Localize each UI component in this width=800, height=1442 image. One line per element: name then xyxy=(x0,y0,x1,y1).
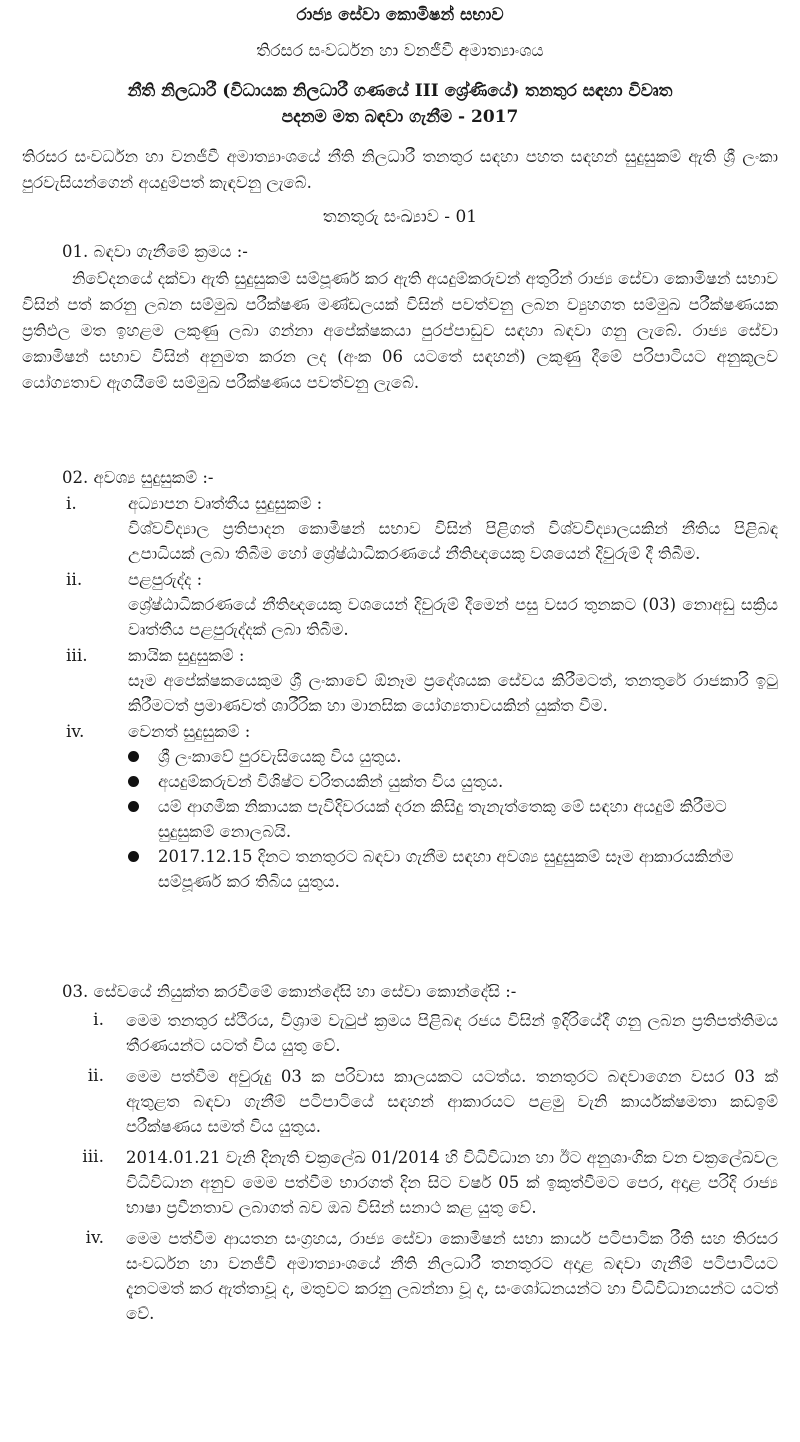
item-text: මෙම පත්වීම අවුරුදු 03 ක පරිවාස කාලයකට යටත්ය. තනතුරට බඳවාගෙන වසර 03 ක් ඇතුළත බඳවා ගැනීම් පටිපාටියේ සඳහන් ආකාරයට පළමු වැනි කාර්යක්ෂමතා කඩඉම් පරීක්ෂණය සමත් විය යුතුය. xyxy=(126,1067,778,1136)
bullet-icon xyxy=(128,794,158,844)
condition-item xyxy=(66,1064,778,1139)
item-number: iv. xyxy=(85,1228,104,1248)
item-number: iv. xyxy=(66,722,85,742)
qualification-item xyxy=(66,644,778,718)
qualification-item xyxy=(66,720,778,894)
item-body xyxy=(128,644,778,718)
item-body xyxy=(128,568,778,642)
item-number: iii. xyxy=(66,646,88,666)
section3-title: 03. සේවයේ නියුක්ත කරවීමේ කොන්දේසි හා සේවා කොන්දේසි :- xyxy=(62,982,517,1001)
section1-title: 01. බඳවා ගැනීමේ ක්‍රමය :- xyxy=(62,242,248,261)
section3-items xyxy=(66,1008,778,1326)
item-body xyxy=(128,720,778,894)
item-number: i. xyxy=(66,494,77,514)
section1-text: නිවේදනයේ දක්වා ඇති සුදුසුකම් සම්පූර්ණ කර ඇති අයදුම්කරුවන් අතුරින් රාජ්‍ය සේවා කොමිෂන් සභාව විසින් පත් කරනු ලබන සම්මුඛ පරීක්ෂණ මණ්ඩලයක් විසින් පවත්වනු ලබන ව්‍යුහගත සම්මුඛ පරීක්ෂණයක ප්‍රතිඵල මත ඉහළම ලකුණු ලබා ගන්නා අපේක්ෂකයා පුරප්පාඩුව සඳහා බඳවා ගනු ලැබේ. රාජ්‍ය සේවා කොමිෂන් සභාව විසින් අනුමත කරන ලද (අංක 06 යටතේ සඳහන්) ලකුණු දීමේ පරිපාටියට අනුකූලව යෝග්‍යතාව ඇගයීමේ සම්මුඛ පරීක්ෂණය පවත්වනු ලැබේ. xyxy=(22,269,778,392)
bullet-text: අයදුම්කරුවන් විශිෂ්ට චරිතයකින් යුක්ත විය යුතුය. xyxy=(158,772,504,791)
bullet-text: ශ්‍රී ලංකාවේ පුරවැසියෙකු විය යුතුය. xyxy=(158,747,402,766)
header-ministry: තිරසර සංවර්ධන හා වනජීවී අමාත්‍යාංශය xyxy=(256,41,544,61)
item-body xyxy=(128,492,778,566)
item-number: ii. xyxy=(87,1066,104,1086)
item-title: පළපුරුද්ද : xyxy=(128,570,203,589)
bullet-text: යම් ආගමික නිකායක පැවිදිවරයක් දරන කිසිදු තැනැත්තෙකු මේ සඳහා අයදුම් කිරීමට සුදුසුකම් නොලබයි. xyxy=(158,797,727,841)
item-text: මෙම පත්වීම ආයතන සංග්‍රහය, රාජ්‍ය සේවා කොමිෂන් සභා කාර්ය පටිපාටික රීති සහ තිරසර සංවර්ධන හා වනජීවී අමාත්‍යාංශයේ නීති නිලධාරී තනතුරට අදාළ බඳවා ගැනීම් පටිපාටියට දැනටමත් කර ඇත්තාවූ ද, මතුවට කරනු ලබන්නා වූ ද, සංශෝධනයන්ට හා විධිවිධානයන්ට යටත් වේ. xyxy=(126,1229,778,1323)
bullet-text: 2017.12.15 දිනට තනතුරට බඳවා ගැනීම සඳහා අවශ්‍ය සුදුසුකම් සෑම ආකාරයකින්ම සම්පූර්ණ කර තිබිය යුතුය. xyxy=(158,847,734,891)
item-text: ශ්‍රේෂ්ඨාධිකරණයේ නීතිඥයෙකු වශයෙන් දිවුරුම් දීමෙන් පසු වසර තුනකට (03) නොඅඩු සක්‍රිය වෘත්තීය පළපුරුද්දක් ලබා තිබීම. xyxy=(128,595,778,639)
item-text: සෑම අපේක්ෂකයෙකුම ශ්‍රී ලංකාවේ ඕනෑම ප්‍රදේශයක සේවය කිරීමටත්, තනතුරේ රාජකාරි ඉටු කිරීමටත් ප්‍රමාණවත් ශාරීරික හා මානසික යෝග්‍යතාවයකින් යුක්ත වීම. xyxy=(128,671,778,715)
qualification-item xyxy=(66,492,778,566)
list-item xyxy=(128,744,778,769)
item-title: කායික සුදුසුකම් : xyxy=(128,646,245,665)
header-recruitment: පදනම මත බඳවා ගැනීම - 2017 xyxy=(281,107,519,127)
item-number: ii. xyxy=(66,570,83,590)
item-number: i. xyxy=(93,1010,104,1030)
header-post-title: නීති නිලධාරී (විධායක නිලධාරී ගණයේ III ශ්‍රේණියේ) තනතුර සඳහා විවෘත xyxy=(127,81,673,101)
item-text: මෙම තනතුර ස්ථිරය, විශ්‍රාම වැටුප් ක්‍රමය පිළිබඳ රජය විසින් ඉදිරියේදී ගනු ලබන ප්‍රතිපත්තිමය තීරණයන්ට යටත් විය යුතු වේ. xyxy=(126,1011,778,1055)
intro-paragraph: තිරසර සංවර්ධන හා වනජීවී අමාත්‍යාංශයේ නීති නිලධාරී තනතුර සඳහා පහත සඳහන් සුදුසුකම් ඇති ශ්‍රී ලංකා පුරවැසියන්ගෙන් අයදුම්පත් කැඳවනු ලැබේ. xyxy=(22,147,778,192)
item-text: 2014.01.21 වැනි දිනැති චක්‍රලේඛ 01/2014 හි විධිවිධාන හා ඊට අනුශාංගික වන චක්‍රලේඛවල විධිවිධාන අනුව මෙම පත්වීම භාරගත් දින සිට වර්ෂ 05 ක් ඉකුත්වීමට පෙර, අදාළ පරිදි රාජ්‍ය භාෂා ප්‍රවීනතාව ලබාගත් බව ඔබ විසින් සනාථ කළ යුතු වේ. xyxy=(126,1148,778,1217)
item-text: විශ්වවිද්‍යාල ප්‍රතිපාදන කොමිෂන් සභාව විසින් පිළිගත් විශ්වවිද්‍යාලයකින් නීතිය පිළිබඳ උපාධියක් ලබා තිබීම හෝ ශ්‍රේෂ්ඨාධිකරණයේ නීතිඥයෙකු වශයෙන් දිවුරුම් දී තිබීම. xyxy=(128,519,778,563)
other-qualifications-list xyxy=(128,744,778,894)
bullet-icon xyxy=(128,769,158,794)
condition-item xyxy=(66,1145,778,1220)
bullet-icon xyxy=(128,744,158,769)
vacancies-count: තනතුරු සංඛ්‍යාව - 01 xyxy=(322,207,478,227)
item-title: අධ්‍යාපන වෘත්තීය සුදුසුකම් : xyxy=(128,494,323,513)
section2-title: 02. අවශ්‍ය සුදුසුකම් :- xyxy=(62,468,214,487)
header-commission: රාජ්‍ය සේවා කොමිෂන් සභාව xyxy=(296,5,504,25)
condition-item xyxy=(66,1226,778,1326)
list-item xyxy=(128,844,778,894)
list-item xyxy=(128,769,778,794)
bullet-icon xyxy=(128,844,158,894)
list-item xyxy=(128,794,778,844)
condition-item xyxy=(66,1008,778,1058)
item-title: වෙනත් සුදුසුකම් : xyxy=(128,722,251,741)
section2-items xyxy=(66,492,778,894)
qualification-item xyxy=(66,568,778,642)
item-number: iii. xyxy=(82,1147,104,1167)
